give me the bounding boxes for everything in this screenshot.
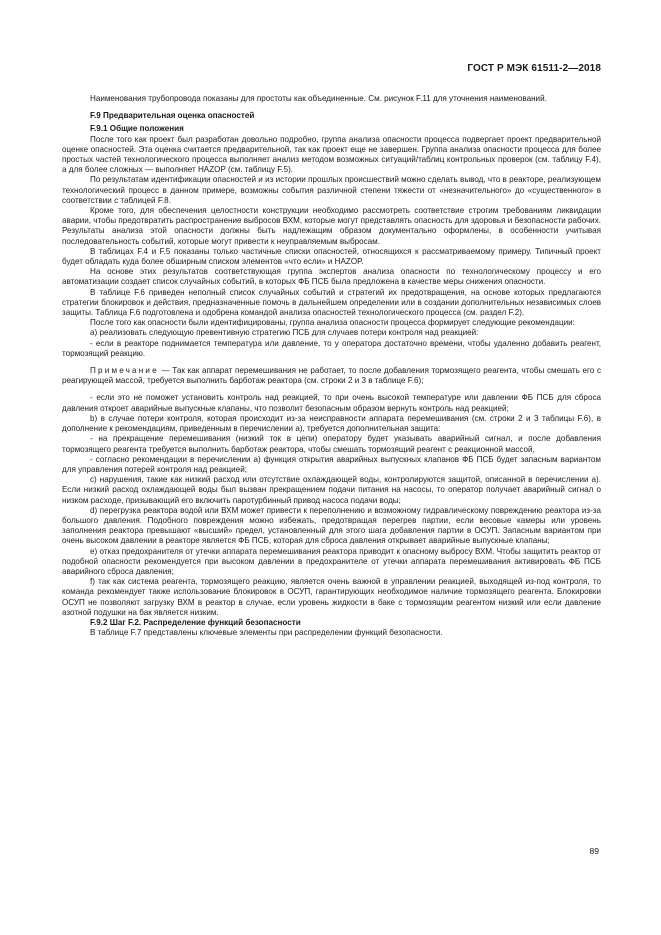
paragraph: На основе этих результатов соответствующая группа экспертов анализа опасности по технологическому процессу и его автоматизации создает список случайных событий, в которых ФБ ПСБ была предложена в качестве меры снижения опасности.: [62, 267, 601, 287]
document-body: [62, 94, 601, 638]
paragraph: После того как опасности были идентифицированы, группа анализа опасности процесса формирует следующие рекомендации:: [90, 318, 575, 328]
list-subitem: - если это не поможет установить контроль над реакцией, то при очень высокой температуре или давлении ФБ ПСБ для сброса давления откроет аварийные выпускные клапаны, что позволит безопасным образом вернуть контроль над реакцией;: [62, 393, 601, 413]
paragraph: В таблице F.6 приведен неполный список случайных событий и стратегий их предотвращения, на основе которых предлагаются стратегии блокировок и действия, предназначенные помочь в дальнейшем определении или в создании дополнительных независимых слоев защиты. Таблица F.6 подготовлена и одобрена командой анализа опасностей технологического процесса (см. раздел F.2).: [62, 287, 601, 318]
page-number: 89: [589, 846, 599, 856]
intro-paragraph: Наименования трубопровода показаны для простоты как объединенные. См. рисунок F.11 для уточнения наименований.: [90, 94, 547, 103]
paragraph: По результатам идентификации опасностей и из истории прошлых происшествий можно сделать вывод, что в реакторе, реализующем технологический процесс в данном примере, возможны события различной степени тяжести от «незначительного» до «существенного» в соответствии с таблицей F.8.: [62, 175, 601, 205]
list-item-a: а) реализовать следующую превентивную стратегию ПСБ для случаев потери контроля над реакцией:: [90, 328, 479, 338]
standard-header: ГОСТ Р МЭК 61511-2—2018: [467, 63, 601, 74]
list-item-f: f) так как система реагента, тормозящего реакцию, является очень важной в управлении реакцией, выходящей из-под контроля, то команда рекомендует также использование блокировок в ОСУП, гарантирующих необходимое наличие тормозящего реагента. Блокировки ОСУП не позволяют загрузку ВХМ в реактор в случае, если уровень жидкости в баке с тормозящим реагентом низкий или если давление азотной подушки на бак является низким.: [62, 577, 601, 617]
list-subitem: - на прекращение перемешивания (низкий ток в цепи) оператору будет указывать аварийный сигнал, и после добавления тормозящего реагента требуется выполнить барботаж реактора, чтобы смешать тормозящий реагент с реакционной массой,: [62, 434, 601, 454]
section-f91-heading: F.9.1 Общие положения: [90, 124, 184, 134]
paragraph: После того как проект был разработан довольно подробно, группа анализа опасности процесса подвергает проект предварительной оценке опасностей. Эта оценка считается предварительной, так как проект еще не завершен. Группа анализа опасности процесса для более простых частей технологического процесса выполняет анализ методом возможных ситуаций/таблиц контрольных проверок (см. таблицу F.4), а для более сложных — выполняет HAZOP (см. таблицу F.5).: [62, 134, 601, 175]
list-item-d: d) перегрузка реактора водой или ВХМ может привести к переполнению и возможному гидравлическому повреждению реактора из-за большого давления. Подобного повреждения можно избежать, предотвращая перегрев партии, если весовые камеры или уровень заполнения реактора превышают «высший» предел, установленный для этого шага добавления партии в ОСУП. Запасным вариантом при очень высоком давлении в реакторе является ФБ ПСБ, которая для сброса давления открывает аварийные выпускные клапаны;: [62, 505, 601, 546]
list-subitem: - если в реакторе поднимается температура или давление, то у оператора достаточно времени, чтобы удаленно добавить реагент, тормозящий реакцию.: [62, 338, 601, 358]
note-dash: —: [161, 366, 170, 376]
list-subitem: - согласно рекомендации в перечислении а) функция открытия аварийных выпускных клапанов ФБ ПСБ будет запасным вариантом для управления потерей контроля над реакцией;: [62, 454, 601, 474]
list-item-b: b) в случае потери контроля, которая происходит из-за неисправности аппарата перемешивания (см. строки 2 и 3 таблицы F.6), в дополнение к рекомендациям, приведенным в перечислении а), требуется дополнительная защита:: [62, 413, 601, 434]
section-f9-heading: F.9 Предварительная оценка опасностей: [90, 111, 255, 121]
section-f92-heading: F.9.2 Шаг F.2. Распределение функций безопасности: [90, 617, 301, 627]
list-item-e: e) отказ предохранителя от утечки аппарата перемешивания реактора приводит к опасному выбросу ВХМ. Чтобы защитить реактор от подобной опасности рекомендуется при высоком давлении в предохранителе от утечки аппарата перемешивания активировать ФБ ПСБ аварийного сброса давления;: [62, 546, 601, 576]
paragraph: Кроме того, для обеспечения целостности конструкции необходимо рассмотреть соответствие строгим требованиям ликвидации аварии, чтобы предотвратить распространение выбросов ВХМ, которые могут представлять опасность для здоровья и безопасности рабочих. Результаты анализа этой опасности должны быть надлежащим образом документально оформлены, в особенности учитывая последовательность событий, которые могут привести к неуправляемым выбросам.: [62, 206, 601, 246]
note-label: Примечание: [90, 366, 159, 376]
paragraph: В таблицах F.4 и F.5 показаны только частичные списки опасностей, относящихся к рассматриваемому примеру. Типичный проект будет обладать куда более обширным списком элементов «что если» и HAZOP.: [62, 246, 601, 267]
note: [62, 366, 601, 386]
closing-paragraph: В таблице F.7 представлены ключевые элементы при распределении функций безопасности.: [90, 628, 443, 638]
note-text: Так как аппарат перемешивания не работает, то после добавления тормозящего реагента, чтобы смешать его с реагирующей массой, требуется выполнить барботаж реактора (см. строки 2 и 3 в таблице F.6);: [62, 366, 601, 386]
list-item-c: c) нарушения, такие как низкий расход или отсутствие охлаждающей воды, контролируются защитой, описанной в перечислении а). Если низкий расход охлаждающей воды был вызван прекращением подачи питания на насосы, то оператор получает аварийный сигнал о низком расходе, призывающий его включить паротурбинный привод насоса подачи воды;: [62, 475, 601, 505]
